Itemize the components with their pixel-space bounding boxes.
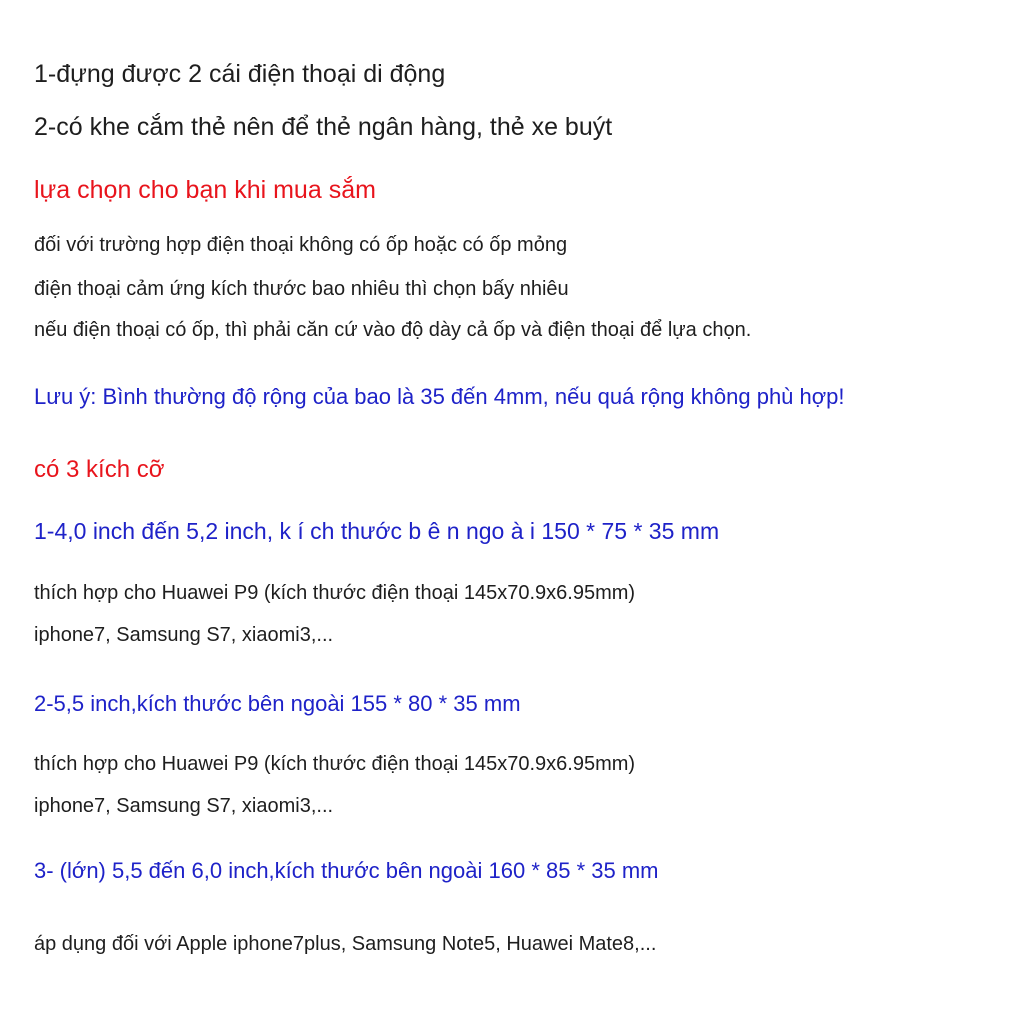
size-1-title: 1-4,0 inch đến 5,2 inch, k í ch thước b ê n ngo à i 150 * 75 * 35 mm [34, 518, 720, 544]
choice-line-3: nếu điện thoại có ốp, thì phải căn cứ vào độ dày cả ốp và điện thoại để lựa chọn. [34, 319, 752, 341]
sizes-heading: có 3 kích cỡ [34, 456, 165, 483]
size-3-compat-line-1: áp dụng đối với Apple iphone7plus, Samsung Note5, Huawei Mate8,... [34, 933, 657, 955]
size-2-title: 2-5,5 inch,kích thước bên ngoài 155 * 80 * 35 mm [34, 691, 521, 716]
size-2-compat-line-1: thích hợp cho Huawei P9 (kích thước điện thoại 145x70.9x6.95mm) [34, 753, 636, 775]
size-1-compat-line-1: thích hợp cho Huawei P9 (kích thước điện thoại 145x70.9x6.95mm) [34, 582, 636, 604]
feature-line-1: 1-đựng được 2 cái điện thoại di động [34, 60, 446, 88]
choice-line-2: điện thoại cảm ứng kích thước bao nhiêu thì chọn bấy nhiêu [34, 278, 569, 300]
choice-line-1: đối với trường hợp điện thoại không có ốp hoặc có ốp mỏng [34, 234, 568, 256]
size-1-compat-line-2: iphone7, Samsung S7, xiaomi3,... [34, 624, 334, 646]
feature-line-2: 2-có khe cắm thẻ nên để thẻ ngân hàng, thẻ xe buýt [34, 113, 613, 141]
choice-heading: lựa chọn cho bạn khi mua sắm [34, 176, 376, 204]
width-note: Lưu ý: Bình thường độ rộng của bao là 35 đến 4mm, nếu quá rộng không phù hợp! [34, 384, 845, 409]
size-2-compat-line-2: iphone7, Samsung S7, xiaomi3,... [34, 795, 334, 817]
size-3-title: 3- (lớn) 5,5 đến 6,0 inch,kích thước bên ngoài 160 * 85 * 35 mm [34, 858, 659, 883]
